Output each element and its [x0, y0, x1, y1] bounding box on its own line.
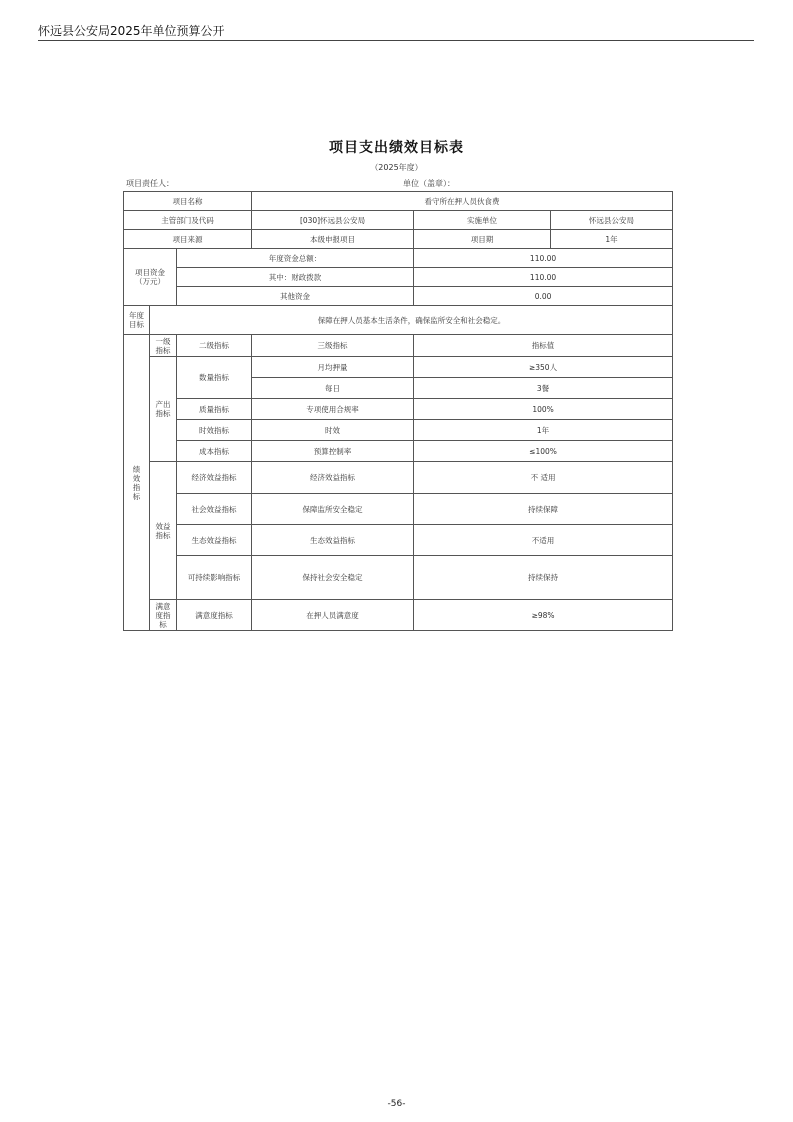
table-row — [124, 525, 673, 556]
output-l2: 成本指标 — [177, 441, 252, 462]
dept-code-label: 主管部门及代码 — [124, 211, 252, 230]
table-row — [124, 462, 673, 494]
document-year: （2025年度） — [370, 163, 423, 172]
satisfaction-l2: 满意度指标 — [177, 600, 252, 631]
table-row — [124, 441, 673, 462]
fiscal-value: 110.00 — [414, 268, 673, 287]
source-value: 本级申报项目 — [252, 230, 414, 249]
benefit-l3: 经济效益指标 — [252, 462, 414, 494]
table-row — [124, 335, 673, 357]
annual-total-label: 年度资金总额： — [177, 249, 414, 268]
responsible-person-label: 项目责任人： — [126, 179, 174, 188]
level3-header: 三级指标 — [252, 335, 414, 357]
table-row — [124, 556, 673, 600]
impl-unit-label: 实施单位 — [414, 211, 551, 230]
level1-header: 一级 指标 — [150, 335, 177, 357]
benefit-value: 持续保持 — [414, 556, 673, 600]
benefit-value: 持续保障 — [414, 494, 673, 525]
period-value: 1年 — [551, 230, 673, 249]
indicator-value-header: 指标值 — [414, 335, 673, 357]
output-l3: 每日 — [252, 378, 414, 399]
output-value: ≥350人 — [414, 357, 673, 378]
funds-label: 项目资金 （万元） — [124, 249, 177, 306]
header-divider — [38, 40, 754, 41]
dept-code-value: [030]怀远县公安局 — [252, 211, 414, 230]
benefit-l2: 社会效益指标 — [177, 494, 252, 525]
level2-header: 二级指标 — [177, 335, 252, 357]
project-name-value: 看守所在押人员伙食费 — [252, 192, 673, 211]
fiscal-label: 其中：财政拨款 — [177, 268, 414, 287]
performance-target-table — [123, 191, 673, 631]
table-row — [124, 494, 673, 525]
table-row — [124, 230, 673, 249]
benefit-l3: 生态效益指标 — [252, 525, 414, 556]
output-value: ≤100% — [414, 441, 673, 462]
output-group-label: 产出 指标 — [150, 357, 177, 462]
table-row — [124, 287, 673, 306]
table-row — [124, 268, 673, 287]
benefit-group-label: 效益 指标 — [150, 462, 177, 600]
table-row — [124, 600, 673, 631]
benefit-l2: 可持续影响指标 — [177, 556, 252, 600]
table-row — [124, 420, 673, 441]
output-l3: 专项使用合规率 — [252, 399, 414, 420]
satisfaction-l3: 在押人员满意度 — [252, 600, 414, 631]
output-l2: 质量指标 — [177, 399, 252, 420]
benefit-l2: 经济效益指标 — [177, 462, 252, 494]
other-funds-label: 其他资金 — [177, 287, 414, 306]
page-number: -56- — [387, 1099, 406, 1109]
table-row — [124, 211, 673, 230]
output-value: 1年 — [414, 420, 673, 441]
project-name-label: 项目名称 — [124, 192, 252, 211]
table-row — [124, 249, 673, 268]
output-l3: 时效 — [252, 420, 414, 441]
document-title: 项目支出绩效目标表 — [329, 140, 464, 156]
perf-indicator-label: 绩 效 指 标 — [124, 335, 150, 631]
other-funds-value: 0.00 — [414, 287, 673, 306]
table-row — [124, 192, 673, 211]
output-l3: 月均押量 — [252, 357, 414, 378]
benefit-l3: 保持社会安全稳定 — [252, 556, 414, 600]
satisfaction-value: ≥98% — [414, 600, 673, 631]
period-label: 项目期 — [414, 230, 551, 249]
benefit-value: 不适用 — [414, 525, 673, 556]
annual-goal-label: 年度 目标 — [124, 306, 150, 335]
output-l2: 数量指标 — [177, 357, 252, 399]
table-row — [124, 399, 673, 420]
benefit-l2: 生态效益指标 — [177, 525, 252, 556]
table-row — [124, 357, 673, 378]
satisfaction-group-label: 满意 度指 标 — [150, 600, 177, 631]
output-l2: 时效指标 — [177, 420, 252, 441]
source-label: 项目来源 — [124, 230, 252, 249]
output-l3: 预算控制率 — [252, 441, 414, 462]
output-value: 3餐 — [414, 378, 673, 399]
benefit-value: 不 适用 — [414, 462, 673, 494]
table-row — [124, 306, 673, 335]
impl-unit-value: 怀远县公安局 — [551, 211, 673, 230]
annual-goal-value: 保障在押人员基本生活条件，确保监所安全和社会稳定。 — [150, 306, 673, 335]
page-header-title: 怀远县公安局2025年单位预算公开 — [38, 24, 225, 38]
unit-seal-label: 单位（盖章）： — [403, 179, 455, 188]
output-value: 100% — [414, 399, 673, 420]
annual-total-value: 110.00 — [414, 249, 673, 268]
benefit-l3: 保障监所安全稳定 — [252, 494, 414, 525]
